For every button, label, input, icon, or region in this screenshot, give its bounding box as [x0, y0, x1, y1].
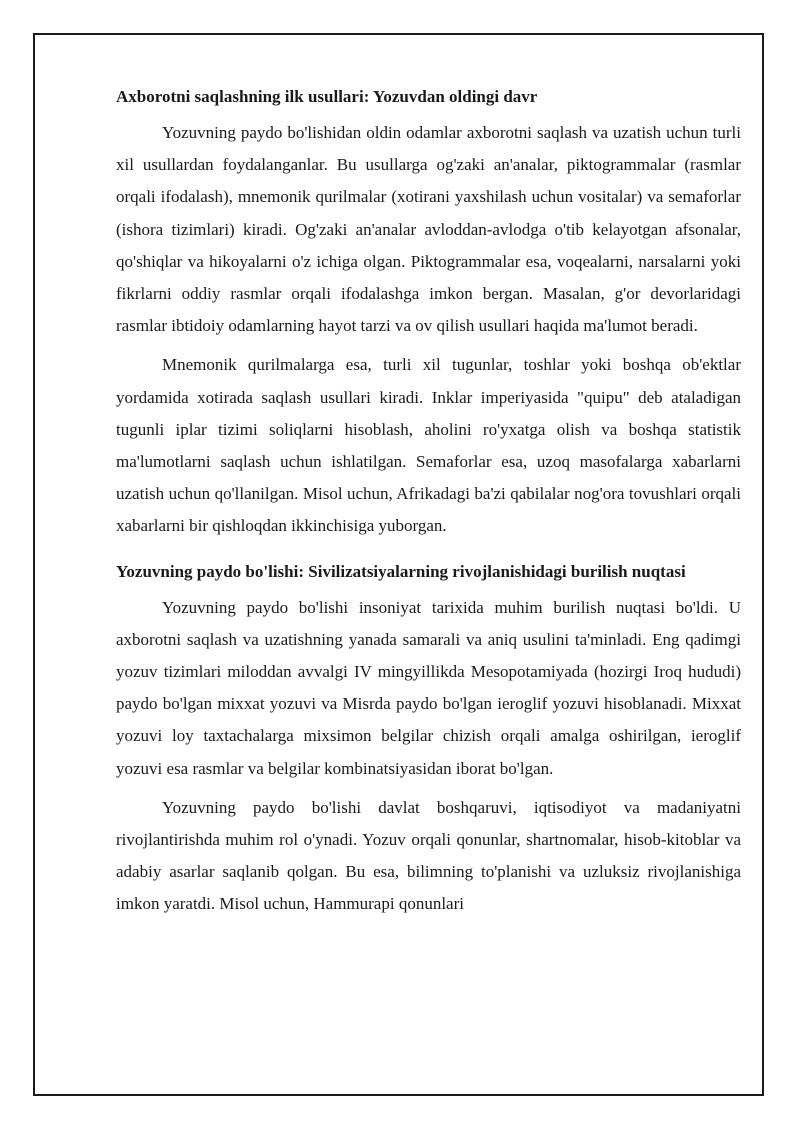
paragraph: Yozuvning paydo bo'lishi davlat boshqaruvi, iqtisodiyot va madaniyatni rivojlantirishda muhim rol o'ynadi. Yozuv orqali qonunlar, shartnomalar, hisob-kitoblar va adabiy asarlar saqlanib qolgan. Bu esa, bilimning to'planishi va uzluksiz rivojlanishiga imkon yaratdi. Misol uchun, Hammurapi qonunlari [116, 797, 741, 914]
section-heading: Yozuvning paydo bo'lishi: Sivilizatsiyalarning rivojlanishidagi burilish nuqtasi [116, 561, 686, 581]
section-heading: Axborotni saqlashning ilk usullari: Yozuvdan oldingi davr [116, 87, 538, 106]
section-emergence-of-writing [116, 560, 741, 921]
paragraph: Mnemonik qurilmalarga esa, turli xil tugunlar, toshlar yoki boshqa ob'ektlar yordamida xotirada saqlash usullari kiradi. Inklar imperiyasida "quipu" deb ataladigan tugunli iplar tizimi soliqlarni hisoblash, aholini ro'yxatga olish va boshqa statistik ma'lumotlarni saqlash uchun ishlatilgan. Semaforlar esa, uzoq masofalarga xabarlarni uzatish uchun qo'llanilgan. Misol uchun, Afrikadagi ba'zi qabilalar nog'ora tovushlari orqali xabarlarni bir qishloqdan ikkinchisiga yuborgan. [116, 355, 741, 536]
paragraph: Yozuvning paydo bo'lishi insoniyat tarixida muhim burilish nuqtasi bo'ldi. U axborotni saqlash va uzatishning yanada samarali va aniq usulini ta'minladi. Eng qadimgi yozuv tizimlari miloddan avvalgi IV mingyillikda Mesopotamiyada (hozirgi Iroq hududi) paydo bo'lgan mixxat yozuvi va Misrda paydo bo'lgan ieroglif yozuvi hisoblanadi. Mixxat yozuvi loy taxtachalarga mixsimon belgilar chizish orqali amalga oshirilgan, ieroglif yozuvi esa rasmlar va belgilar kombinatsiyasidan iborat bo'lgan. [116, 597, 741, 778]
section-preliterate-methods [116, 85, 741, 543]
document-body [116, 85, 741, 928]
paragraph: Yozuvning paydo bo'lishidan oldin odamlar axborotni saqlash va uzatish uchun turli xil usullardan foydalanganlar. Bu usullarga og'zaki an'analar, piktogrammalar (rasmlar orqali ifodalash), mnemonik qurilmalar (xotirani yaxshilash uchun vositalar) va semaforlar (ishora tizimlari) kiradi. Og'zaki an'analar avloddan-avlodga o'tib kelayotgan afsonalar, qo'shiqlar va hikoyalarni o'z ichiga olgan. Piktogrammalar esa, voqealarni, narsalarni yoki fikrlarni oddiy rasmlar orqali ifodalashga imkon bergan. Masalan, g'or devorlaridagi rasmlar ibtidoiy odamlarning hayot tarzi va ov qilish usullari haqida ma'lumot beradi. [116, 123, 741, 336]
